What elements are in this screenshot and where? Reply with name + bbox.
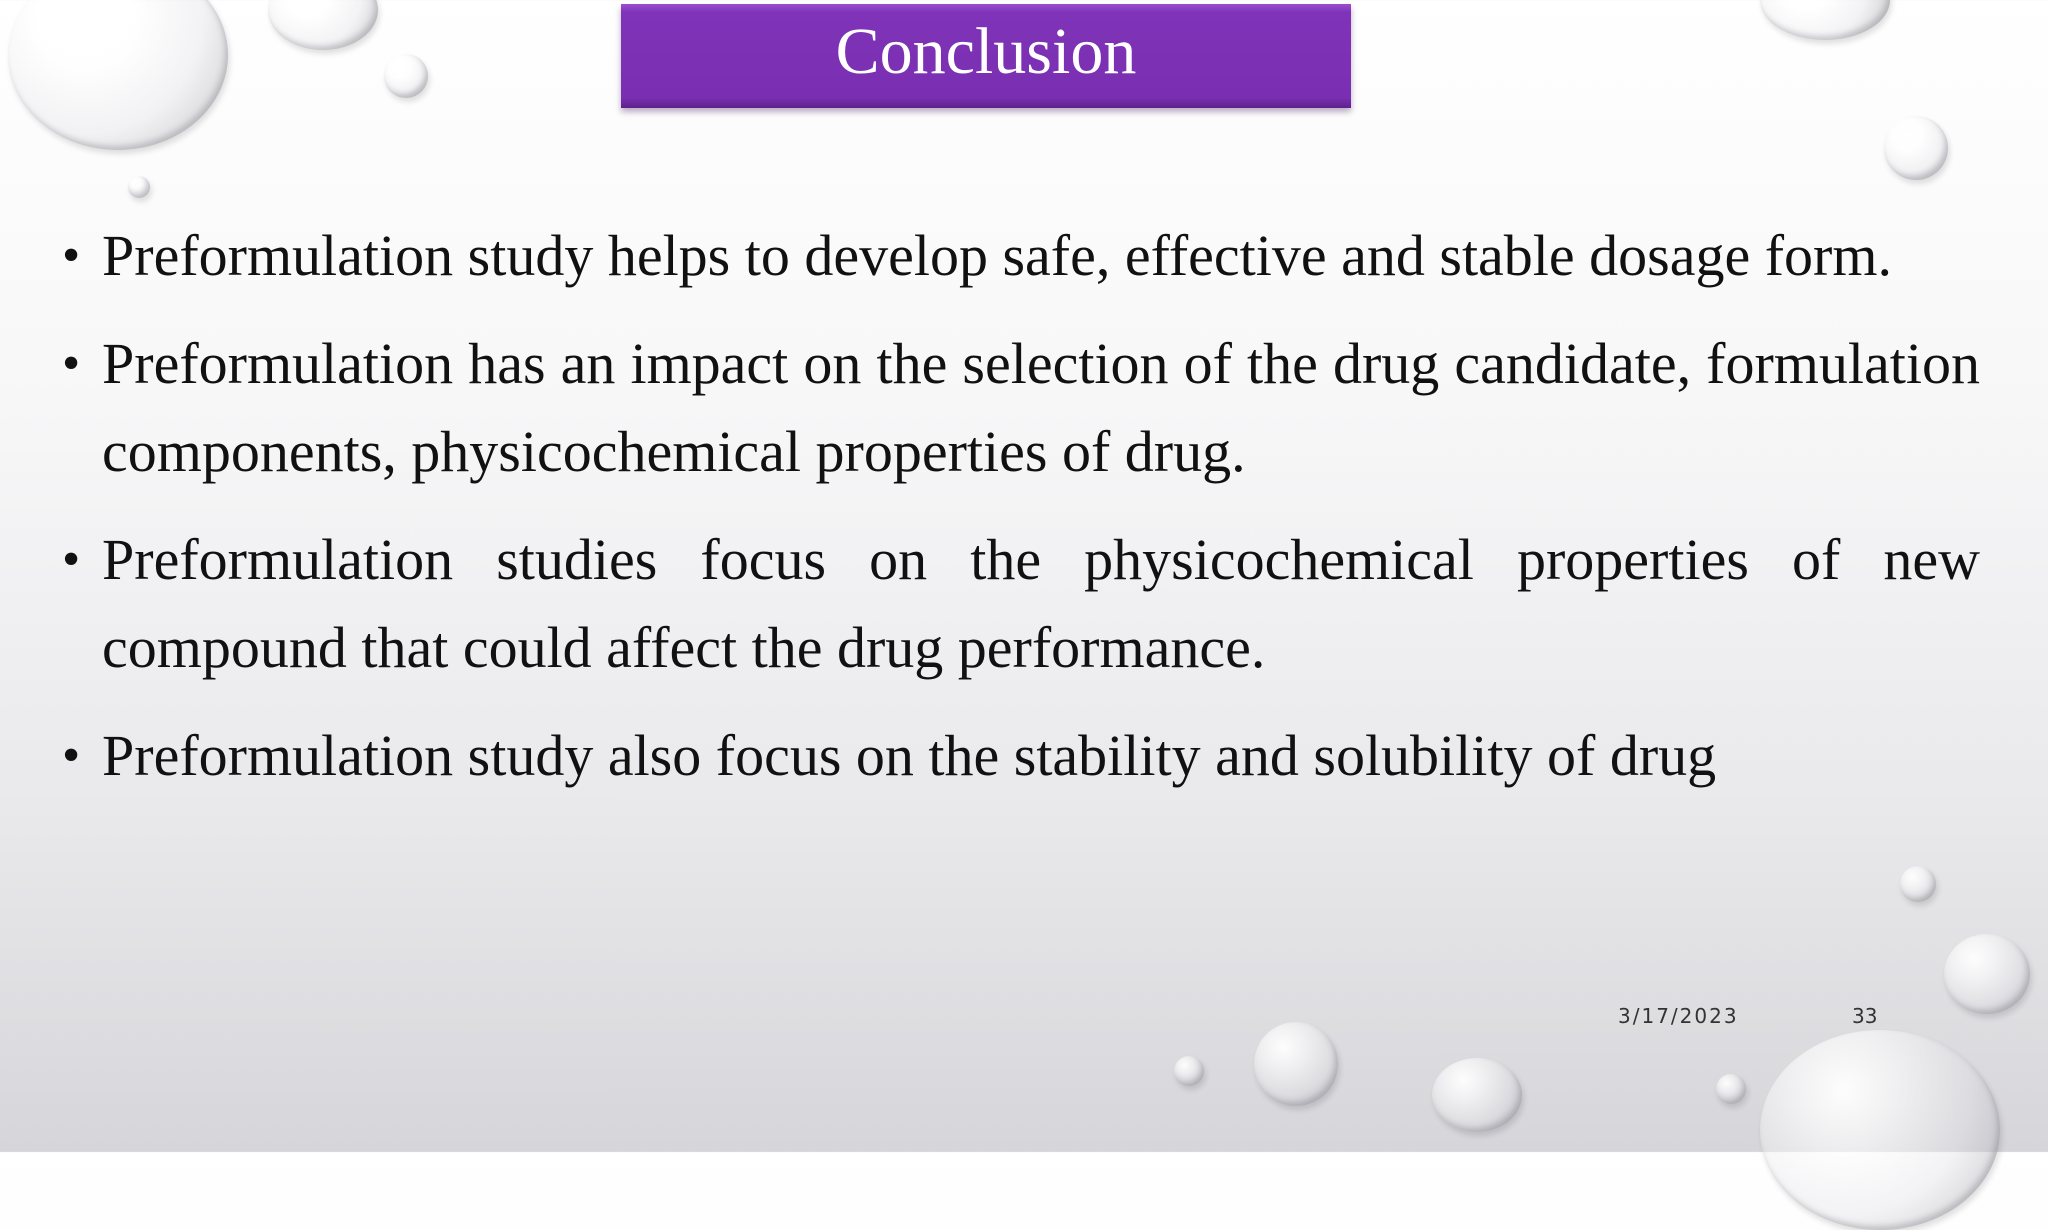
droplet-decoration [268,0,378,50]
slide-date: 3/17/2023 [1618,1004,1739,1028]
droplet-decoration [1760,0,1890,40]
bullet-list [62,212,1980,820]
bullet-text: Preformulation study helps to develop safe, effective and stable dosage form. [102,223,1892,288]
bullet-icon: • [62,335,81,392]
bullet-item [62,320,1980,496]
bullet-icon: • [62,727,81,784]
droplet-decoration [1760,1030,2000,1230]
bullet-text: Preformulation study also focus on the stability and solubility of drug [102,723,1717,788]
bullet-item [62,712,1980,800]
bullet-icon: • [62,531,81,588]
droplet-decoration [1944,934,2030,1014]
droplet-decoration [1432,1058,1522,1132]
droplet-decoration [1174,1056,1204,1086]
slide-title: Conclusion [835,15,1137,88]
droplet-decoration [8,0,228,150]
bullet-icon: • [62,227,81,284]
slide-page-number: 33 [1852,1004,1878,1028]
title-bar [621,4,1351,108]
bullet-text: Preformulation studies focus on the physicochemical properties of new compound that could affect the drug performance. [102,527,1980,680]
droplet-decoration [1254,1022,1338,1106]
droplet-decoration [128,176,150,198]
bullet-item [62,516,1980,692]
droplet-decoration [1900,866,1936,902]
bullet-item [62,212,1980,300]
bullet-text: Preformulation has an impact on the selection of the drug candidate, formulation components, physicochemical properties of drug. [102,331,1980,484]
droplet-decoration [384,54,428,98]
droplet-decoration [1716,1074,1746,1104]
droplet-decoration [1884,116,1948,180]
